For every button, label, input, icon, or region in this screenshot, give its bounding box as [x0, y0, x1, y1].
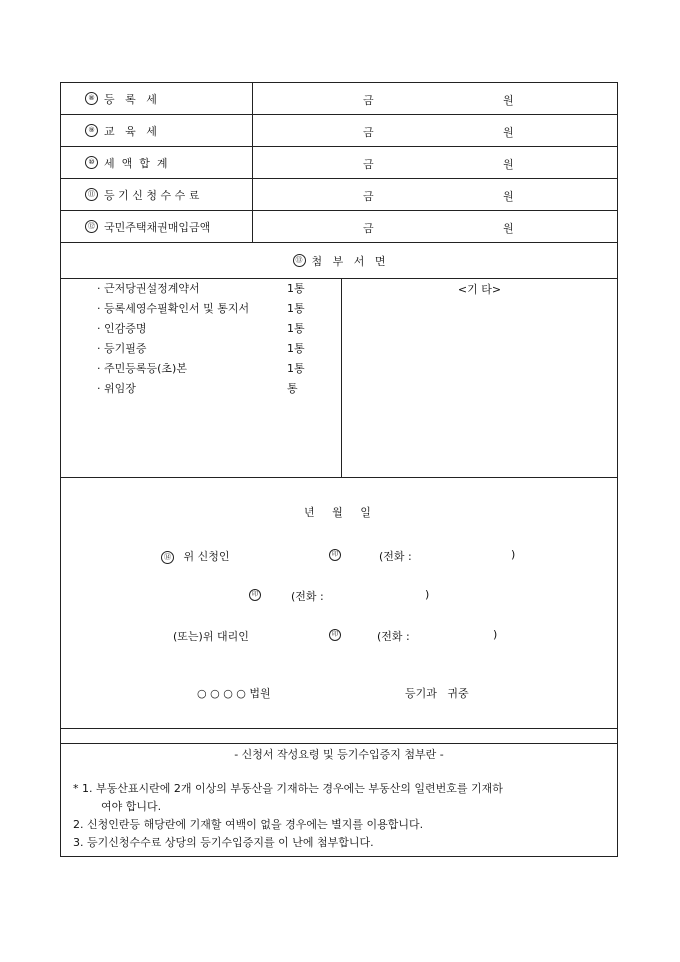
attachment-count: 1통: [287, 322, 305, 335]
fee-row-housing-bond: [61, 211, 617, 243]
item-number: ⑬: [293, 254, 306, 267]
fee-value-field[interactable]: [253, 115, 617, 146]
list-item: [97, 381, 341, 401]
guide-note: [61, 780, 617, 816]
fee-value-field[interactable]: [253, 179, 617, 210]
list-item: [97, 301, 341, 321]
court-name: ○ ○ ○ ○ 법원: [197, 687, 271, 700]
attachment-count: 1통: [287, 342, 305, 355]
item-number: ⑪: [85, 188, 98, 201]
attachment-count: 1통: [287, 282, 305, 295]
guide-note: 2. 신청인란등 해당란에 기재할 여백이 없을 경우에는 별지를 이용합니다.: [73, 818, 424, 831]
phone-close: ): [425, 588, 430, 601]
item-number: ⑫: [85, 220, 98, 233]
fee-value-field[interactable]: [253, 83, 617, 114]
attachment-count: 통: [287, 382, 298, 395]
phone-open: (전화 :: [291, 590, 324, 603]
attachments-body: [61, 279, 617, 478]
attachment-name: · 주민등록등(초)본: [97, 362, 187, 375]
attachment-name: · 인감증명: [97, 322, 147, 335]
attachment-name: · 등기필증: [97, 342, 147, 355]
fee-label: 등 록 세: [104, 92, 157, 106]
phone-open: (전화 :: [377, 630, 410, 643]
fee-label: 등 기 신 청 수 수 료: [104, 188, 200, 202]
attachment-count: 1통: [287, 302, 305, 315]
guide-section: [61, 744, 617, 856]
seal-icon: 印: [329, 549, 341, 561]
registration-form: [60, 82, 618, 857]
geum-label: 금: [363, 222, 374, 235]
blank-row: [61, 729, 617, 744]
attachment-name: · 위임장: [97, 382, 136, 395]
other-label: <기 타>: [457, 283, 502, 296]
guide-title: - 신청서 작성요령 및 등기수입증지 첨부란 -: [234, 748, 444, 761]
fee-value-field[interactable]: [253, 211, 617, 242]
attachments-title: 첨 부 서 면: [311, 254, 386, 268]
item-number: ⑨: [85, 124, 98, 137]
note-text: * 1. 부동산표시란에 2개 이상의 부동산을 기재하는 경우에는 부동산의 일련번호를 기재하: [73, 782, 503, 795]
item-number: ⑭: [161, 551, 174, 564]
attachment-name: · 근저당권설정계약서: [97, 282, 200, 295]
date-line[interactable]: 년 월 일: [304, 506, 371, 519]
agent-label: (또는)위 대리인: [173, 630, 249, 643]
won-label: 원: [503, 190, 514, 203]
geum-label: 금: [363, 190, 374, 203]
fee-row-tax-total: [61, 147, 617, 179]
phone-close: ): [493, 628, 498, 641]
applicant-label: 위 신청인: [183, 550, 230, 563]
signature-area: [61, 478, 617, 729]
guide-note: 3. 등기신청수수료 상당의 등기수입증지를 이 난에 첨부합니다.: [73, 836, 374, 849]
list-item: [97, 321, 341, 341]
list-item: [97, 361, 341, 381]
geum-label: 금: [363, 126, 374, 139]
applicant-line: [161, 548, 230, 564]
fee-row-application-fee: [61, 179, 617, 211]
fee-label: 교 육 세: [104, 124, 157, 138]
item-number: ⑧: [85, 92, 98, 105]
fee-row-registration-tax: [61, 83, 617, 115]
list-item: [97, 281, 341, 301]
other-attachments-field[interactable]: [342, 279, 617, 477]
seal-icon: 印: [329, 629, 341, 641]
note-text: 여야 합니다.: [101, 800, 162, 813]
attachment-list: [61, 279, 342, 477]
won-label: 원: [503, 126, 514, 139]
fee-label: 세 액 합 계: [104, 156, 168, 170]
won-label: 원: [503, 94, 514, 107]
attachment-name: · 등록세영수필확인서 및 통지서: [97, 302, 250, 315]
won-label: 원: [503, 222, 514, 235]
phone-close: ): [511, 548, 516, 561]
phone-open: (전화 :: [379, 550, 412, 563]
registry-office: 등기과 귀중: [405, 687, 469, 700]
attachment-count: 1통: [287, 362, 305, 375]
attachments-header: [61, 243, 617, 279]
item-number: ⑩: [85, 156, 98, 169]
fee-label: 국민주택채권매입금액: [104, 220, 211, 234]
fee-value-field[interactable]: [253, 147, 617, 178]
seal-icon: 印: [249, 589, 261, 601]
geum-label: 금: [363, 158, 374, 171]
won-label: 원: [503, 158, 514, 171]
fee-row-education-tax: [61, 115, 617, 147]
list-item: [97, 341, 341, 361]
geum-label: 금: [363, 94, 374, 107]
